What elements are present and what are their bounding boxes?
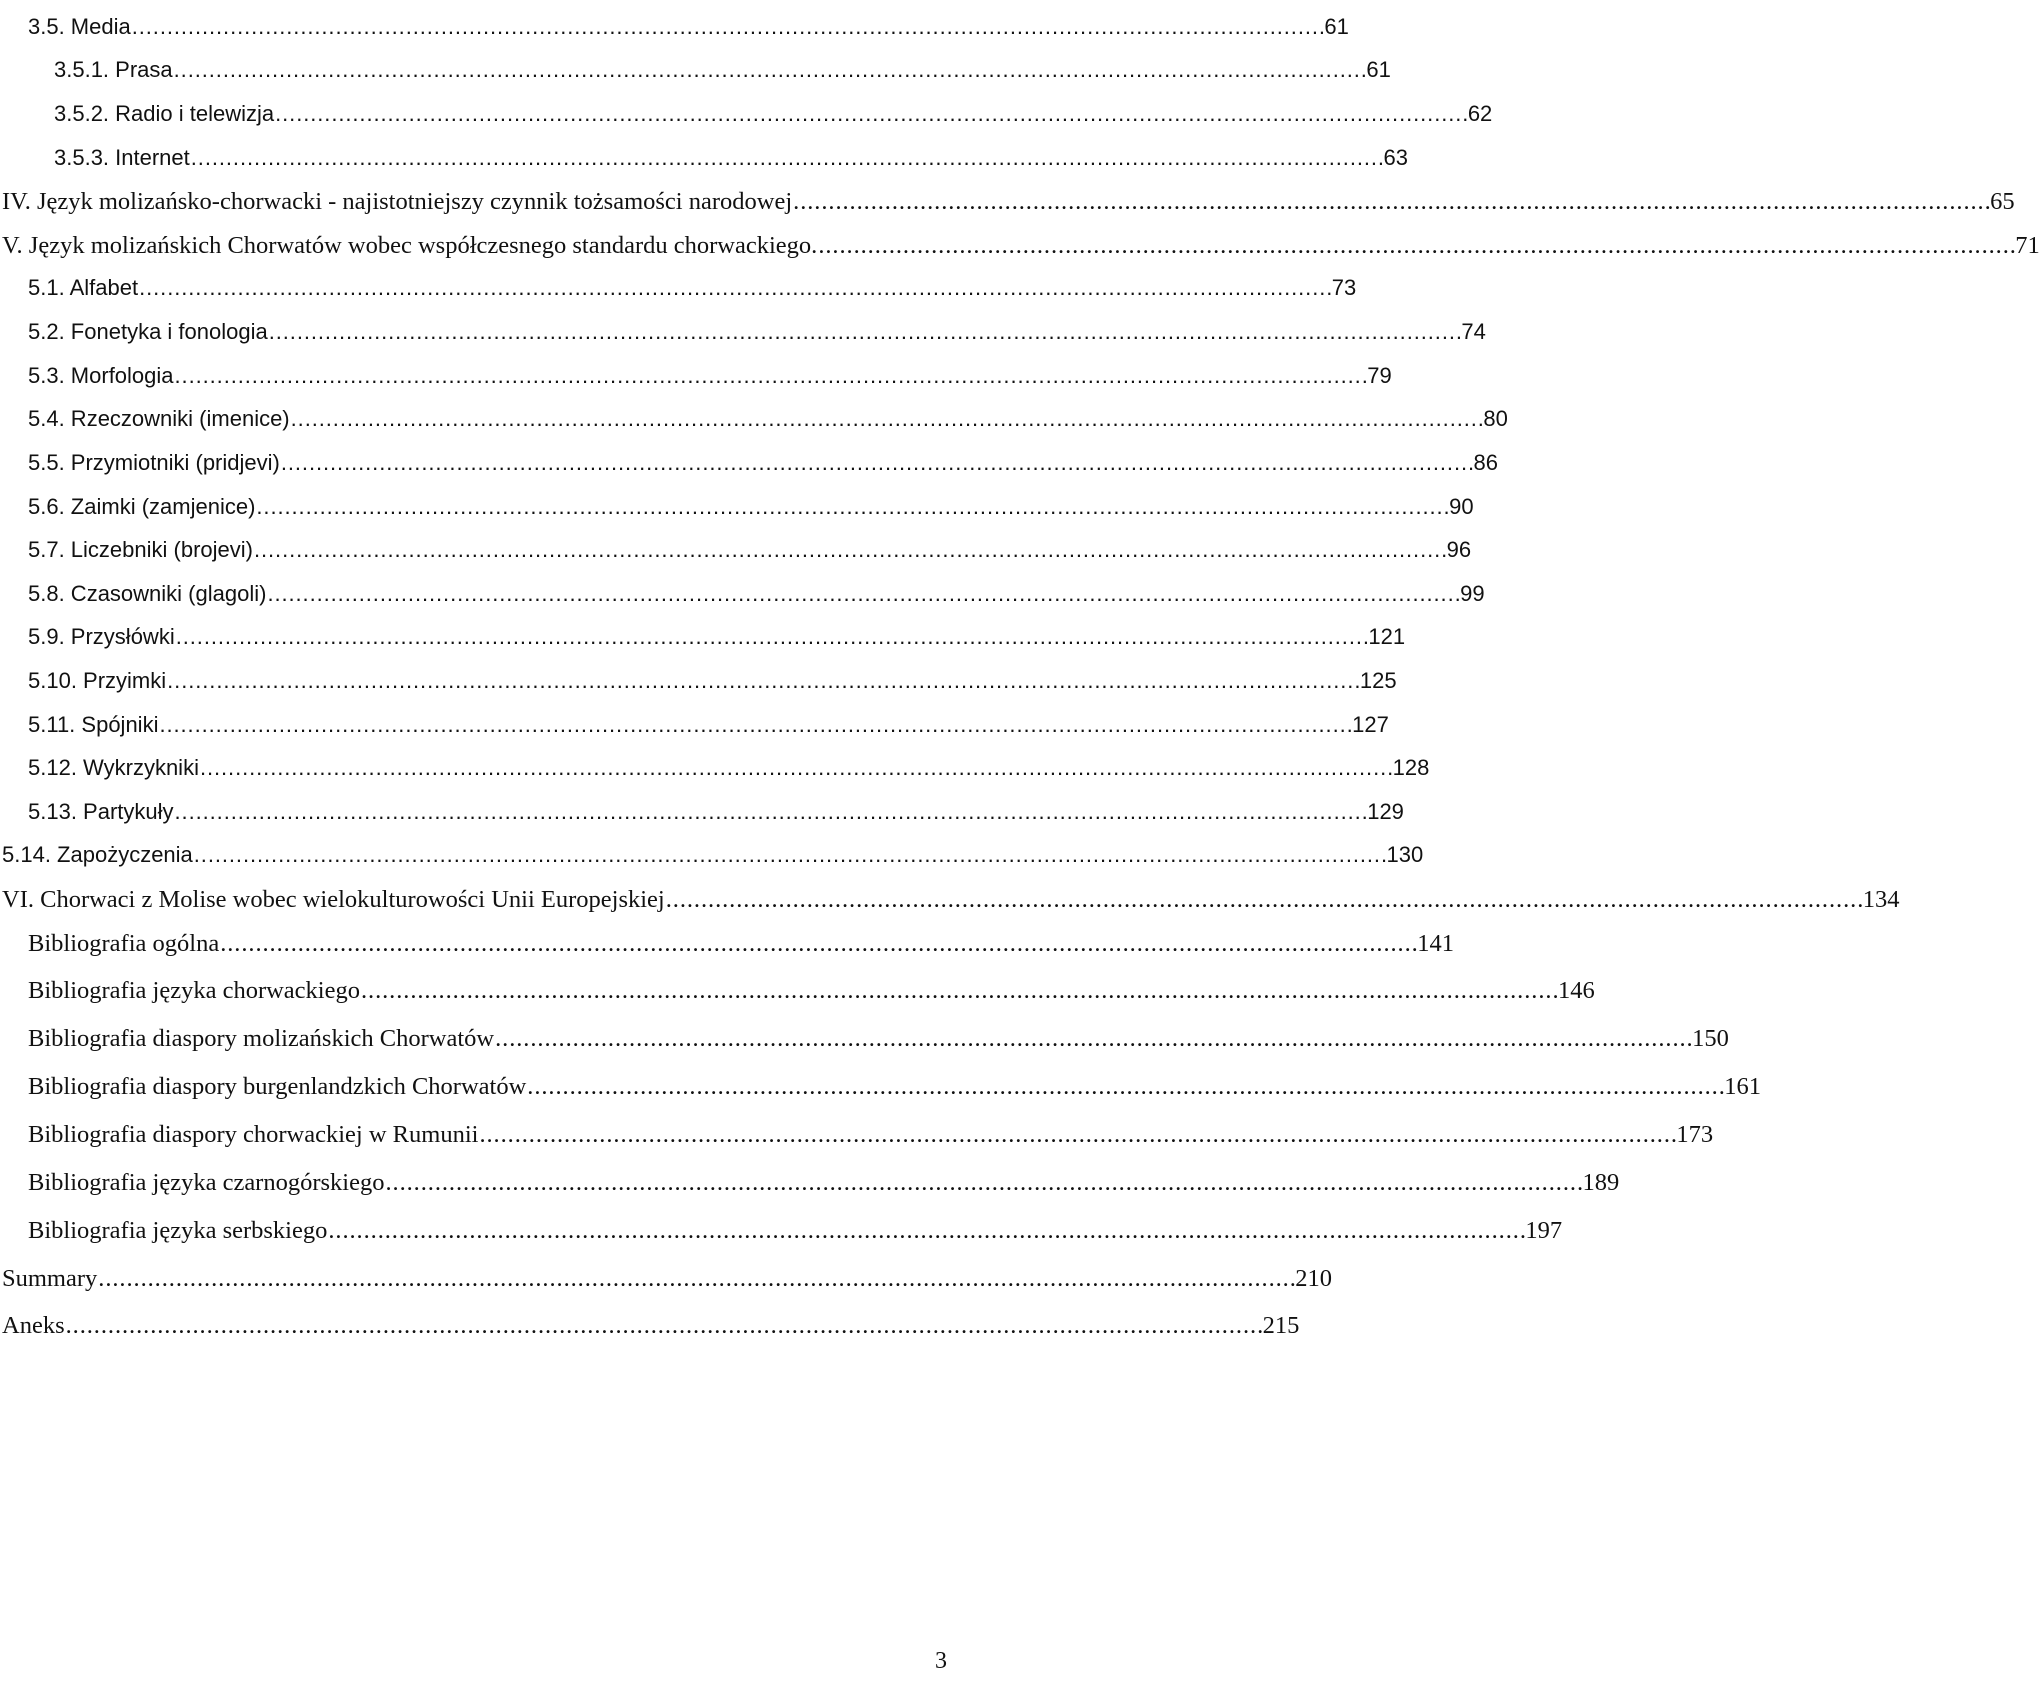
toc-entry[interactable] xyxy=(0,363,1392,403)
dot-leader xyxy=(361,977,1556,1005)
toc-entry-page: 61 xyxy=(1366,57,1391,82)
toc-entry[interactable] xyxy=(0,494,1474,534)
toc-entry-page: 128 xyxy=(1392,755,1430,780)
toc-entry-label: 5.2. Fonetyka i fonologia xyxy=(28,319,268,344)
toc-entry-label: 5.12. Wykrzykniki xyxy=(28,755,199,780)
toc-entry[interactable] xyxy=(0,842,1424,882)
toc-entry[interactable] xyxy=(0,1025,1729,1065)
toc-entry-label: Bibliografia diaspory chorwackiej w Rumunii xyxy=(28,1121,479,1148)
toc-entry[interactable] xyxy=(0,1312,1300,1352)
toc-entry[interactable] xyxy=(0,145,1408,185)
toc-entry[interactable] xyxy=(0,537,1472,577)
dot-leader xyxy=(66,1312,1261,1340)
dot-leader xyxy=(175,363,1366,389)
toc-entry-label: 5.9. Przysłówki xyxy=(28,624,175,649)
toc-entry-page: 150 xyxy=(1692,1025,1729,1052)
toc-entry-page: 90 xyxy=(1449,494,1474,519)
toc-entry[interactable] xyxy=(0,188,2015,228)
toc-entry-page: 173 xyxy=(1676,1121,1714,1148)
dot-leader xyxy=(167,668,1358,694)
toc-entry-label: 5.8. Czasowniki (glagoli) xyxy=(28,581,267,606)
toc-entry-label: Bibliografia diaspory burgenlandzkich Chorwatów xyxy=(28,1073,527,1100)
page-number: 3 xyxy=(935,1648,947,1674)
toc-entry-page: 125 xyxy=(1359,668,1397,693)
dot-leader xyxy=(527,1073,1722,1101)
toc-entry-page: 86 xyxy=(1473,450,1499,475)
toc-entry[interactable] xyxy=(0,930,1454,970)
toc-entry-label: V. Język molizańskich Chorwatów wobec współczesnego standardu chorwackiego. xyxy=(2,232,818,259)
toc-entry-page: 127 xyxy=(1352,712,1389,737)
toc-entry-page: 215 xyxy=(1262,1312,1300,1339)
toc-entry-label: 5.14. Zapożyczenia xyxy=(2,842,193,867)
toc-entry[interactable] xyxy=(0,57,1391,97)
toc-entry[interactable] xyxy=(0,581,1485,621)
toc-entry[interactable] xyxy=(0,319,1486,359)
dot-leader xyxy=(175,799,1366,825)
toc-entry-label: 5.10. Przyimki xyxy=(28,668,167,693)
toc-entry-page: 189 xyxy=(1582,1169,1620,1196)
dot-leader xyxy=(328,1217,1523,1245)
toc-entry[interactable] xyxy=(0,799,1404,839)
dot-leader xyxy=(174,57,1365,83)
toc-entry[interactable] xyxy=(0,668,1397,708)
toc-entry-page: 121 xyxy=(1368,624,1406,649)
toc-entry-label: Bibliografia diaspory molizańskich Chorwatów xyxy=(28,1025,495,1052)
toc-entry[interactable] xyxy=(0,406,1508,446)
toc-entry-label: Summary xyxy=(2,1265,98,1292)
toc-entry-label: IV. Język molizańsko-chorwacki - najistotniejszy czynnik tożsamości narodowej xyxy=(2,188,793,215)
dot-leader xyxy=(275,101,1466,127)
toc-entry[interactable] xyxy=(0,1169,1620,1209)
toc-entry-page: 99 xyxy=(1460,581,1485,606)
dot-leader xyxy=(269,319,1460,345)
toc-entry[interactable] xyxy=(0,755,1430,795)
dot-leader xyxy=(256,494,1447,520)
toc-entry-page: 62 xyxy=(1467,101,1493,126)
toc-entry-page: 96 xyxy=(1446,537,1472,562)
toc-entry-label: VI. Chorwaci z Molise wobec wielokulturowości Unii Europejskiej xyxy=(2,886,665,913)
toc-entry[interactable] xyxy=(0,101,1493,141)
dot-leader xyxy=(176,624,1367,650)
dot-leader xyxy=(267,581,1458,607)
dot-leader xyxy=(200,755,1391,781)
toc-entry-label: Aneks xyxy=(2,1312,65,1339)
dot-leader xyxy=(254,537,1445,563)
toc-entry[interactable] xyxy=(0,232,2040,272)
toc-entry[interactable] xyxy=(0,1217,1563,1257)
dot-leader xyxy=(194,842,1385,868)
toc-entry-label: Bibliografia języka serbskiego xyxy=(28,1217,328,1244)
toc-entry-label: 5.4. Rzeczowniki (imenice) xyxy=(28,406,290,431)
dot-leader xyxy=(132,14,1323,40)
dot-leader xyxy=(793,188,1988,216)
dot-leader xyxy=(220,930,1415,958)
dot-leader xyxy=(479,1121,1674,1149)
toc-entry-label: Bibliografia ogólna xyxy=(28,930,220,957)
toc-entry[interactable] xyxy=(0,977,1595,1017)
toc-entry-label: 3.5.3. Internet xyxy=(54,145,190,170)
toc-entry[interactable] xyxy=(0,624,1406,664)
toc-entry-page: 130 xyxy=(1386,842,1424,867)
toc-entry-page: 134 xyxy=(1862,886,1900,913)
toc-entry-page: 197 xyxy=(1525,1217,1563,1244)
toc-entry-label: 5.1. Alfabet xyxy=(28,275,139,300)
dot-leader xyxy=(385,1169,1580,1197)
toc-entry-label: 3.5. Media xyxy=(28,14,131,39)
toc-entry-label: 5.3. Morfologia xyxy=(28,363,174,388)
dot-leader xyxy=(191,145,1382,171)
toc-entry-label: 5.13. Partykuły xyxy=(28,799,174,824)
toc-entry-label: 5.6. Zaimki (zamjenice) xyxy=(28,494,256,519)
dot-leader xyxy=(291,406,1482,432)
toc-entry[interactable] xyxy=(0,712,1389,752)
toc-entry-page: 63 xyxy=(1383,145,1408,170)
toc-entry-label: 3.5.2. Radio i telewizja xyxy=(54,101,275,126)
toc-entry-page: 161 xyxy=(1724,1073,1762,1100)
toc-entry-label: 5.5. Przymiotniki (pridjevi) xyxy=(28,450,280,475)
toc-entry-label: 3.5.1. Prasa xyxy=(54,57,173,82)
toc-entry[interactable] xyxy=(0,1265,1333,1305)
toc-entry[interactable] xyxy=(0,450,1499,490)
toc-entry[interactable] xyxy=(0,14,1349,54)
toc-entry-page: 80 xyxy=(1483,406,1508,431)
toc-entry-page: 79 xyxy=(1367,363,1392,388)
dot-leader xyxy=(495,1025,1690,1053)
dot-leader xyxy=(818,232,2013,260)
dot-leader xyxy=(139,275,1330,301)
toc-entry-page: 129 xyxy=(1367,799,1404,824)
dot-leader xyxy=(666,886,1861,914)
toc-entry-page: 146 xyxy=(1557,977,1595,1004)
toc-entry-label: Bibliografia języka czarnogórskiego xyxy=(28,1169,385,1196)
toc-entry[interactable] xyxy=(0,1073,1762,1113)
toc-entry[interactable] xyxy=(0,275,1357,315)
toc-entry-page: 65 xyxy=(1990,188,2015,215)
toc-entry[interactable] xyxy=(0,886,1900,926)
toc-entry-page: 74 xyxy=(1461,319,1486,344)
toc-entry-label: Bibliografia języka chorwackiego xyxy=(28,977,360,1004)
dot-leader xyxy=(98,1265,1293,1293)
toc-entry-page: 71 xyxy=(2015,232,2040,259)
toc-entry-page: 210 xyxy=(1295,1265,1333,1292)
toc-entry-page: 73 xyxy=(1331,275,1357,300)
dot-leader xyxy=(159,712,1350,738)
toc-entry-page: 141 xyxy=(1417,930,1454,957)
dot-leader xyxy=(281,450,1472,476)
toc-entry-label: 5.11. Spójniki xyxy=(28,712,159,737)
toc-entry-label: 5.7. Liczebniki (brojevi) xyxy=(28,537,253,562)
toc-entry-page: 61 xyxy=(1324,14,1349,39)
toc-entry[interactable] xyxy=(0,1121,1714,1161)
